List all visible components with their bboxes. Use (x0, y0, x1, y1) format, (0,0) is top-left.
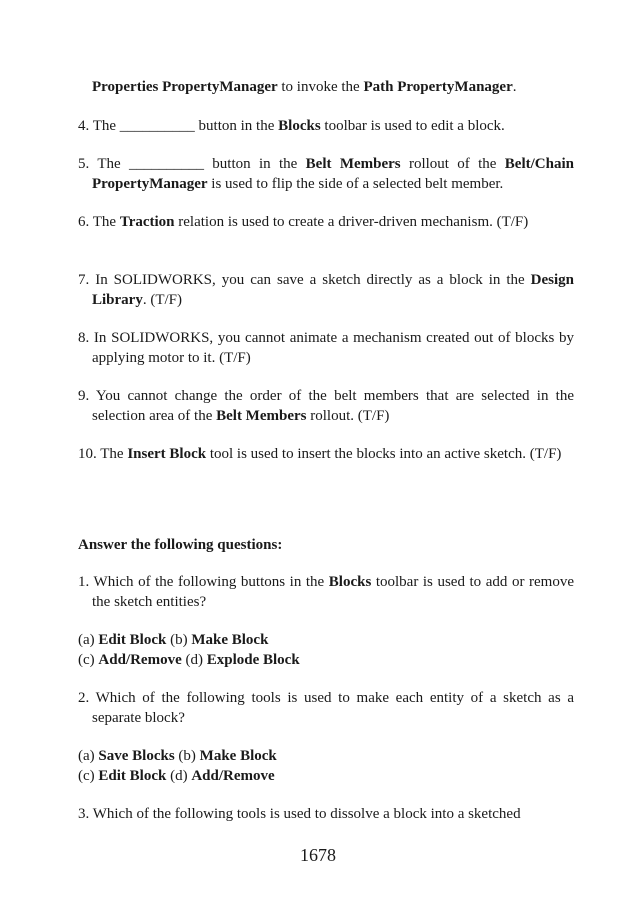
mc-question-2: 2. Which of the following tools is used to make each entity of a sketch as a separate block? (78, 690, 574, 726)
bold-term: Traction (119, 214, 175, 230)
option-term: Make Block (199, 748, 277, 764)
option-term: Edit Block (98, 768, 167, 784)
bold-term: Design Library (92, 272, 574, 308)
mc-options-line: (c) Edit Block (d) Add/Remove (78, 768, 275, 784)
mc-question-1: 1. Which of the following buttons in the Blocks toolbar is used to add or remove the sketch entities? (78, 574, 574, 610)
bold-term: Insert Block (127, 446, 207, 462)
page-number: 1678 (300, 845, 336, 865)
option-term: Explode Block (206, 652, 300, 668)
tf-question-6: 6. The Traction relation is used to create a driver-driven mechanism. (T/F) (78, 214, 529, 230)
bold-term: Belt/Chain PropertyManager (92, 156, 574, 192)
bold-term: Blocks (328, 574, 372, 590)
mc-options-line: (a) Edit Block (b) Make Block (78, 632, 269, 648)
tf-question-5: 5. The __________ button in the Belt Members rollout of the Belt/Chain PropertyManager is used to flip the side of a selected belt member. (78, 156, 574, 192)
tf-question-9: 9. You cannot change the order of the belt members that are selected in the selection area of the Belt Members rollout. (T/F) (78, 388, 574, 424)
tf-question-4: 4. The __________ button in the Blocks toolbar is used to edit a block. (78, 118, 505, 134)
option-term: Add/Remove (191, 768, 275, 784)
continuation-line: Properties PropertyManager to invoke the Path PropertyManager. (92, 79, 517, 95)
option-term: Add/Remove (98, 652, 182, 668)
tf-question-7: 7. In SOLIDWORKS, you can save a sketch directly as a block in the Design Library. (T/F) (78, 272, 574, 308)
option-term: Edit Block (98, 632, 167, 648)
bold-term: Blocks (278, 118, 321, 134)
bold-term: Properties PropertyManager (92, 79, 278, 95)
mc-question-3: 3. Which of the following tools is used to dissolve a block into a sketched (78, 806, 521, 822)
option-term: Make Block (191, 632, 269, 648)
bold-term: Path PropertyManager (363, 79, 513, 95)
section-heading: Answer the following questions: (78, 537, 283, 553)
tf-question-8: 8. In SOLIDWORKS, you cannot animate a mechanism created out of blocks by applying motor to it. (T/F) (78, 330, 574, 366)
bold-term: Belt Members (305, 156, 401, 172)
mc-options-line: (a) Save Blocks (b) Make Block (78, 748, 277, 764)
option-term: Save Blocks (98, 748, 175, 764)
bold-term: Belt Members (216, 408, 307, 424)
mc-options-line: (c) Add/Remove (d) Explode Block (78, 652, 300, 668)
tf-question-10: 10. The Insert Block tool is used to insert the blocks into an active sketch. (T/F) (78, 446, 562, 462)
